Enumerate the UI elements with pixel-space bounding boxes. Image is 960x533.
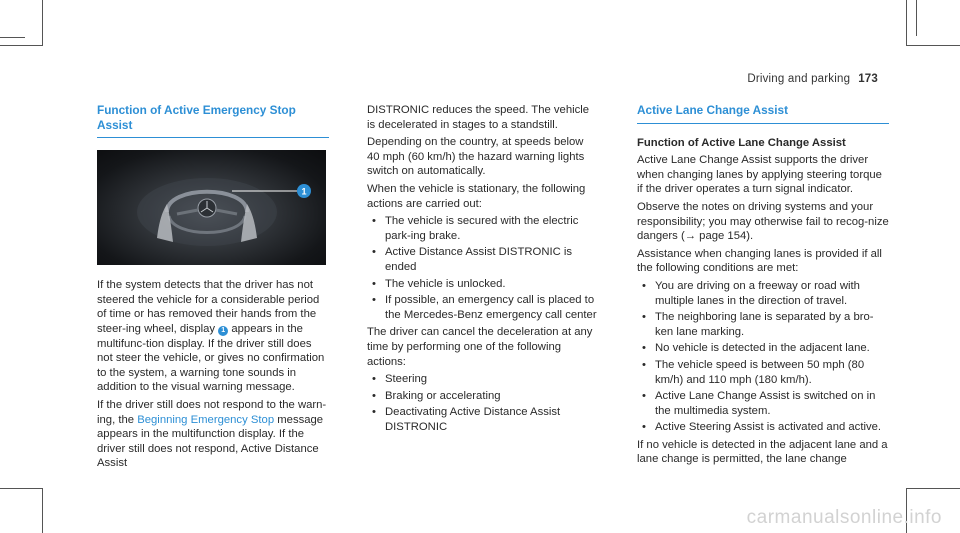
- crop-mark: [42, 0, 43, 46]
- crop-mark: [0, 37, 25, 38]
- left-column: [97, 103, 329, 474]
- list-item: • The vehicle is secured with the electric park-ing brake.: [367, 214, 599, 243]
- stationary-actions-list: [367, 214, 599, 322]
- list-item: • You are driving on a freeway or road with multiple lanes in the direction of travel.: [637, 279, 889, 308]
- list-item: • No vehicle is detected in the adjacent lane.: [637, 341, 889, 356]
- right-column: [637, 103, 889, 470]
- paragraph: When the vehicle is stationary, the following actions are carried out:: [367, 182, 586, 210]
- crop-mark: [906, 0, 907, 46]
- paragraph: Depending on the country, at speeds below 40 mph (60 km/h) the hazard warning lights switch on automatically.: [367, 136, 585, 178]
- list-item: • The neighboring lane is separated by a bro-ken lane marking.: [637, 310, 889, 339]
- list-item: • If possible, an emergency call is placed to the Mercedes-Benz emergency call center: [367, 293, 599, 322]
- section-title: Driving and parking: [747, 73, 851, 85]
- list-item: • Active Distance Assist DISTRONIC is ended: [367, 245, 599, 274]
- paragraph: Assistance when changing lanes is provided if all the following conditions are met:: [637, 247, 882, 275]
- middle-column: [367, 103, 599, 437]
- figure-badge: 1: [301, 186, 307, 197]
- section-heading: Active Lane Change Assist: [637, 103, 889, 124]
- steering-wheel-illustration: [97, 150, 326, 265]
- list-item: • The vehicle is unlocked.: [367, 277, 599, 292]
- crop-mark: [42, 488, 43, 533]
- paragraph: DISTRONIC reduces the speed. The vehicle is decelerated in stages to a standstill.: [367, 104, 590, 131]
- page-header: [747, 73, 878, 85]
- crop-mark: [906, 45, 960, 46]
- cancel-actions-list: [367, 372, 599, 434]
- list-item: • Steering: [367, 372, 599, 387]
- watermark: carmanualsonline.info: [746, 507, 942, 528]
- list-item: • Deactivating Active Distance Assist DISTRONIC: [367, 405, 599, 434]
- paragraph: Observe the notes on driving systems and your responsibility; you may otherwise fail to recog-nize dangers (→ page 154).: [637, 200, 889, 243]
- paragraph: The driver can cancel the deceleration at any time by performing one of the following actions:: [367, 326, 593, 368]
- list-item: • Active Steering Assist is activated and active.: [637, 420, 889, 435]
- list-item: • Active Lane Change Assist is switched on in the multimedia system.: [637, 389, 889, 418]
- list-item: • Braking or accelerating: [367, 389, 599, 404]
- list-item: • The vehicle speed is between 50 mph (80 km/h) and 110 mph (180 km/h).: [637, 358, 889, 387]
- crop-mark: [906, 488, 960, 489]
- conditions-list: [637, 279, 889, 435]
- crop-mark: [916, 0, 917, 36]
- subsection-heading: Function of Active Lane Change Assist: [637, 136, 846, 149]
- paragraph: Active Lane Change Assist supports the driver when changing lanes by applying steering torque if the driver operates a turn signal indicator.: [637, 154, 882, 196]
- crop-mark: [0, 488, 43, 489]
- section-heading: Function of Active Emergency Stop Assist: [97, 103, 329, 138]
- crop-mark: [0, 45, 43, 46]
- page-number: 173: [858, 73, 878, 85]
- paragraph: If no vehicle is detected in the adjacent lane and a lane change is permitted, the lane change: [637, 438, 888, 466]
- steering-wheel-figure: [97, 150, 326, 265]
- paragraph: If the system detects that the driver has not steered the vehicle for a considerable period of time or has removed their hands from the steer-ing wheel, display 1 appears in the multifunc-tion display. If the driver still does not steer the vehicle, or gives no confirmation to the system, a warning tone sounds in addition to the visual warning message.: [97, 279, 325, 394]
- display-message-text: Beginning Emergency Stop: [137, 413, 275, 426]
- paragraph: If the driver still does not respond to the warn-ing, the Beginning Emergency Stop message appears in the multifunction display. If the driver still does not respond, Active Distance Assist: [97, 398, 327, 470]
- display-badge: 1: [218, 326, 228, 336]
